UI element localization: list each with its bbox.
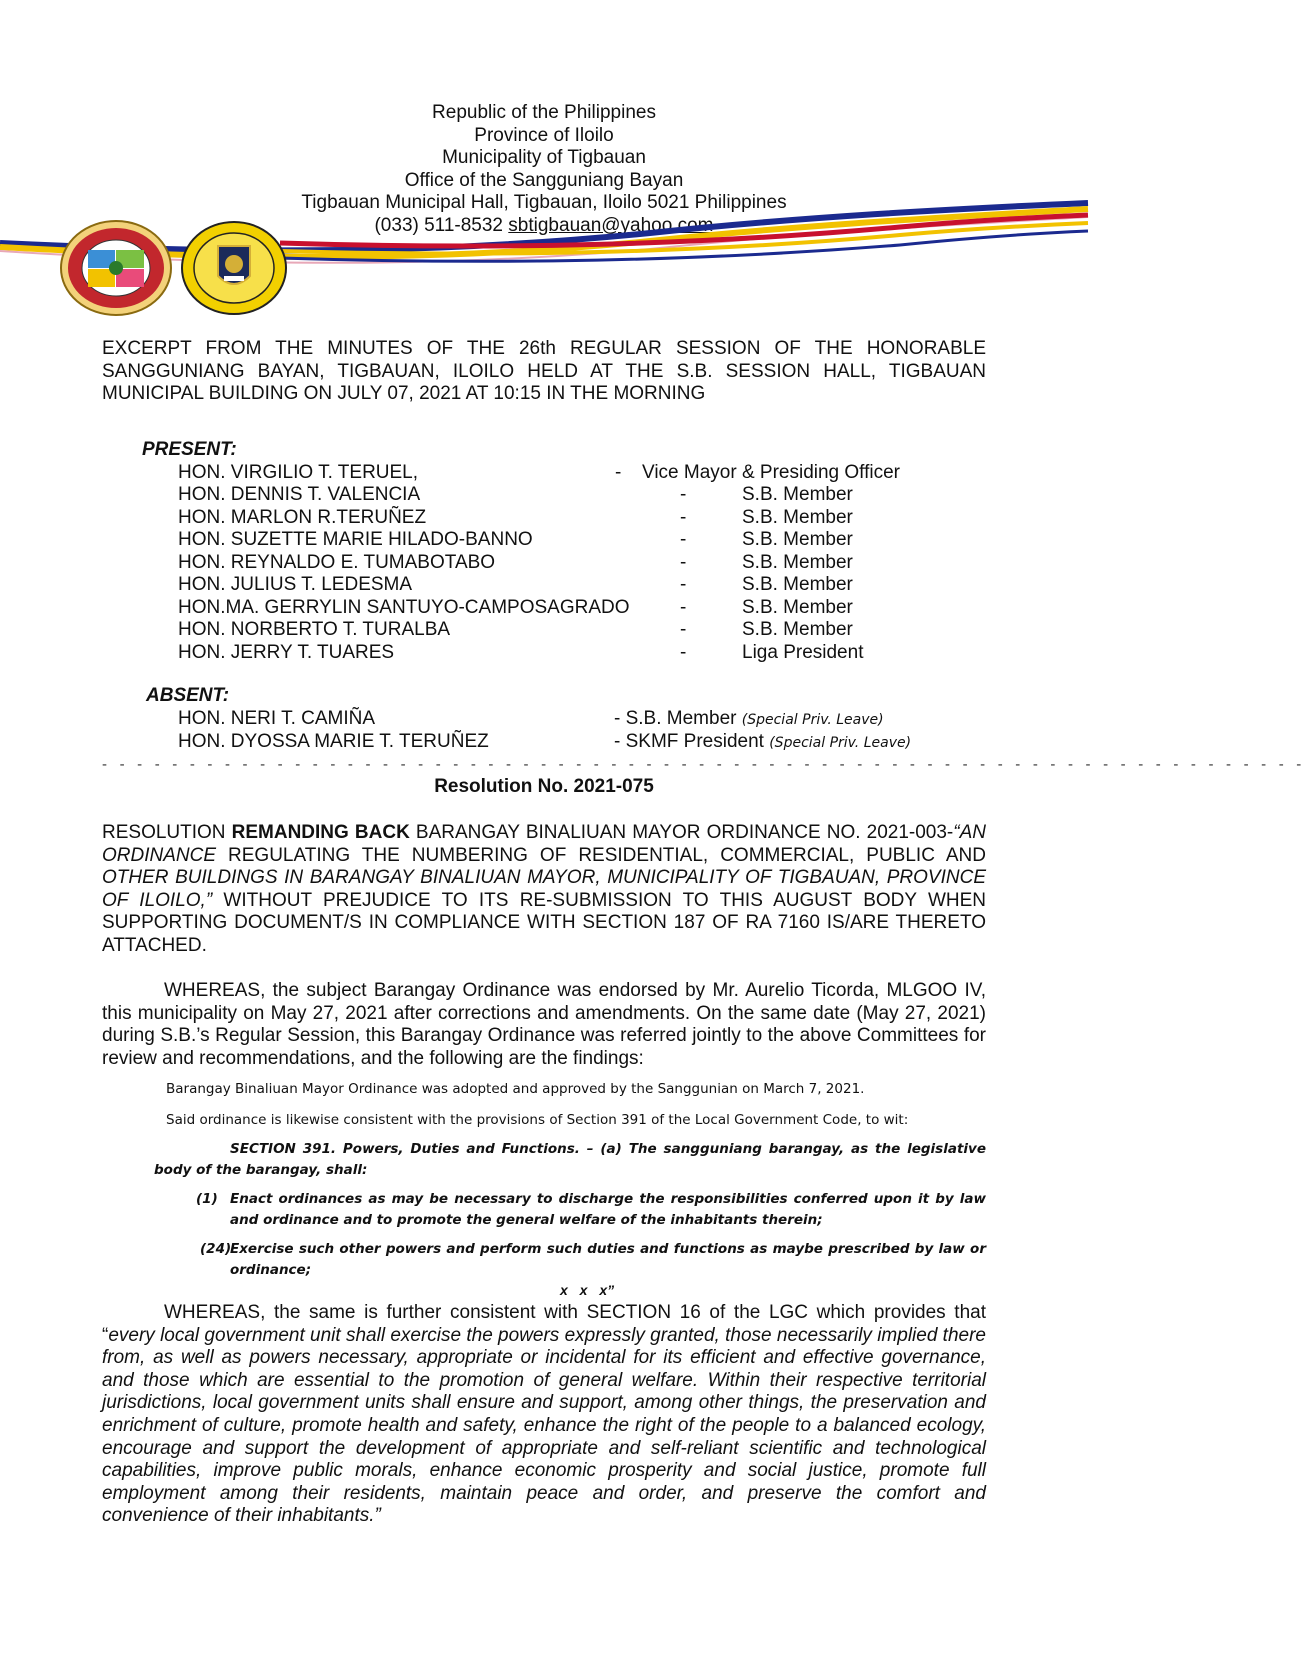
present-member-role: S.B. Member — [742, 484, 853, 505]
present-member-role: S.B. Member — [742, 619, 853, 640]
dashed-divider: - - - - - - - - - - - - - - - - - - - - - - - - - - - - - - - - - - - - - - - - - - - - - - - - - - - - - - - - - - - - - - - - - - - - - — [102, 756, 1305, 773]
absent-member-name: HON. DYOSSA MARIE T. TERUÑEZ — [178, 731, 489, 752]
finding-consistent: Said ordinance is likewise consistent with the provisions of Section 391 of the Local Government Code, to wit: — [166, 1112, 909, 1128]
absent-member-note: (Special Priv. Leave) — [741, 712, 884, 728]
present-member-name: HON. NORBERTO T. TURALBA — [178, 619, 451, 640]
header-email[interactable]: sbtigbauan@yahoo.com — [508, 214, 714, 236]
present-member-role: S.B. Member — [742, 597, 853, 618]
title-part: WITHOUT PREJUDICE TO ITS RE-SUBMISSION TO THIS AUGUST BODY WHEN SUPPORTING DOCUMENT/S IN COMPLIANCE WITH SECTION 187 OF RA 7160 IS/ARE THERETO ATTACHED. — [102, 889, 986, 956]
present-member-role: Liga President — [742, 642, 864, 663]
absent-member-role — [614, 731, 911, 753]
header-line-municipality: Municipality of Tigbauan — [442, 147, 646, 168]
ellipsis-marker: x x x” — [560, 1282, 615, 1298]
minutes-excerpt: EXCERPT FROM THE MINUTES OF THE 26th REGULAR SESSION OF THE HONORABLE SANGGUNIANG BAYAN, TIGBAUAN, ILOILO HELD AT THE S.B. SESSION HALL, TIGBAUAN MUNICIPAL BUILDING ON JULY 07, 2021 AT 10:15 IN THE MORNING — [102, 338, 986, 404]
header-line-address: Tigbauan Municipal Hall, Tigbauan, Iloilo 5021 Philippines — [301, 192, 787, 213]
present-member-name: HON. JERRY T. TUARES — [178, 642, 395, 663]
present-heading: PRESENT: — [142, 439, 237, 460]
item-1-text: Enact ordinances as may be necessary to discharge the responsibilities conferred upon it by law and ordinance and to promote the general welfare of the inhabitants therein; — [230, 1191, 986, 1228]
absent-member-role — [614, 708, 884, 730]
present-member-dash: - — [680, 619, 687, 640]
present-member-dash: - — [680, 574, 687, 595]
item-24-number: (24) — [200, 1241, 232, 1257]
municipal-seal-logo — [58, 220, 174, 316]
present-member-role: S.B. Member — [742, 529, 853, 550]
present-member-name: HON. MARLON R.TERUÑEZ — [178, 507, 427, 528]
absent-heading: ABSENT: — [146, 685, 230, 706]
present-member-dash: - — [680, 507, 687, 528]
sangguniang-bayan-seal-logo — [176, 220, 292, 316]
finding-adopted: Barangay Binaliuan Mayor Ordinance was adopted and approved by the Sanggunian on March 7, 2021. — [166, 1081, 865, 1097]
title-emphasis: REMANDING BACK — [231, 822, 410, 843]
present-member-name: HON. JULIUS T. LEDESMA — [178, 574, 413, 595]
header-line-office: Office of the Sangguniang Bayan — [404, 169, 684, 191]
present-member-name: HON. DENNIS T. VALENCIA — [178, 484, 421, 505]
title-part: RESOLUTION — [102, 822, 232, 843]
resolution-title — [102, 822, 986, 958]
title-part: BARANGAY BINALIUAN MAYOR ORDINANCE NO. 2021-003- — [409, 822, 954, 843]
header-line-republic: Republic of the Philippines — [432, 102, 656, 123]
resolution-number: Resolution No. 2021-075 — [434, 776, 654, 797]
present-member-name: HON. REYNALDO E. TUMABOTABO — [178, 552, 496, 573]
present-member-dash: - — [680, 484, 687, 505]
absent-member-role-text: - S.B. Member — [614, 708, 737, 729]
section-391-quote: SECTION 391. Powers, Duties and Functions. – (a) The sangguniang barangay, as the legislative body of the barangay, shall: — [154, 1141, 986, 1178]
title-buildings-italic: OTHER BUILDINGS IN BARANGAY BINALIUAN MAYOR, MUNICIPALITY OF TIGBAUAN, PROVINCE OF ILOILO,” — [102, 867, 986, 911]
absent-member-note: (Special Priv. Leave) — [769, 735, 912, 751]
present-member-dash: - — [680, 642, 687, 663]
present-member-role: S.B. Member — [742, 574, 853, 595]
present-member-dash: - — [680, 529, 687, 550]
whereas-paragraph-1: WHEREAS, the subject Barangay Ordinance was endorsed by Mr. Aurelio Ticorda, MLGOO IV, this municipality on May 27, 2021 after corrections and amendments. On the same date (May 27, 2021) during S.B.’s Regular Session, this Barangay Ordinance was referred jointly to the above Committees for review and recommendations, and the following are the findings: — [102, 980, 986, 1069]
present-member-role: Vice Mayor & Presiding Officer — [642, 462, 901, 483]
whereas-2-quote: every local government unit shall exercise the powers expressly granted, those necessarily implied there from, as well as powers necessary, appropriate or incidental for its efficient and effective governance, and those which are essential to the promotion of general welfare. Within their respective territorial jurisdictions, local government units shall ensure and support, among other things, the preservation and enrichment of culture, promote health and safety, enhance the right of the people to a balanced ecology, encourage and support the development of appropriate and self-reliant scientific and technological capabilities, improve public morals, enhance economic prosperity and social justice, promote full employment among their residents, maintain peace and order, and preserve the comfort and convenience of their inhabitants.” — [102, 1324, 986, 1527]
absent-member-name: HON. NERI T. CAMIÑA — [178, 708, 376, 729]
present-member-role: S.B. Member — [742, 552, 853, 573]
present-member-dash: - — [680, 552, 687, 573]
header-phone: (033) 511-8532 — [374, 214, 504, 236]
present-member-dash: - — [680, 597, 687, 618]
item-1-number: (1) — [196, 1191, 218, 1207]
item-24-text: Exercise such other powers and perform such duties and functions as maybe prescribed by law or ordinance; — [230, 1241, 986, 1278]
present-member-name: HON. VIRGILIO T. TERUEL, — [178, 462, 419, 483]
header-line-province: Province of Iloilo — [474, 124, 614, 146]
present-member-name: HON. SUZETTE MARIE HILADO-BANNO — [178, 529, 533, 550]
present-member-name: HON.MA. GERRYLIN SANTUYO-CAMPOSAGRADO — [178, 597, 630, 618]
present-member-dash: - — [615, 462, 622, 483]
title-part: REGULATING THE NUMBERING OF RESIDENTIAL, COMMERCIAL, PUBLIC AND — [216, 844, 986, 866]
present-member-role: S.B. Member — [742, 507, 853, 528]
absent-member-role-text: - SKMF President — [614, 731, 764, 752]
title-ordinance-italic: “AN ORDINANCE — [102, 822, 986, 866]
whereas-paragraph-2 — [102, 1302, 986, 1528]
whereas-2-lead: WHEREAS, the same is further consistent with SECTION 16 of the LGC which provides that “ — [102, 1302, 986, 1346]
